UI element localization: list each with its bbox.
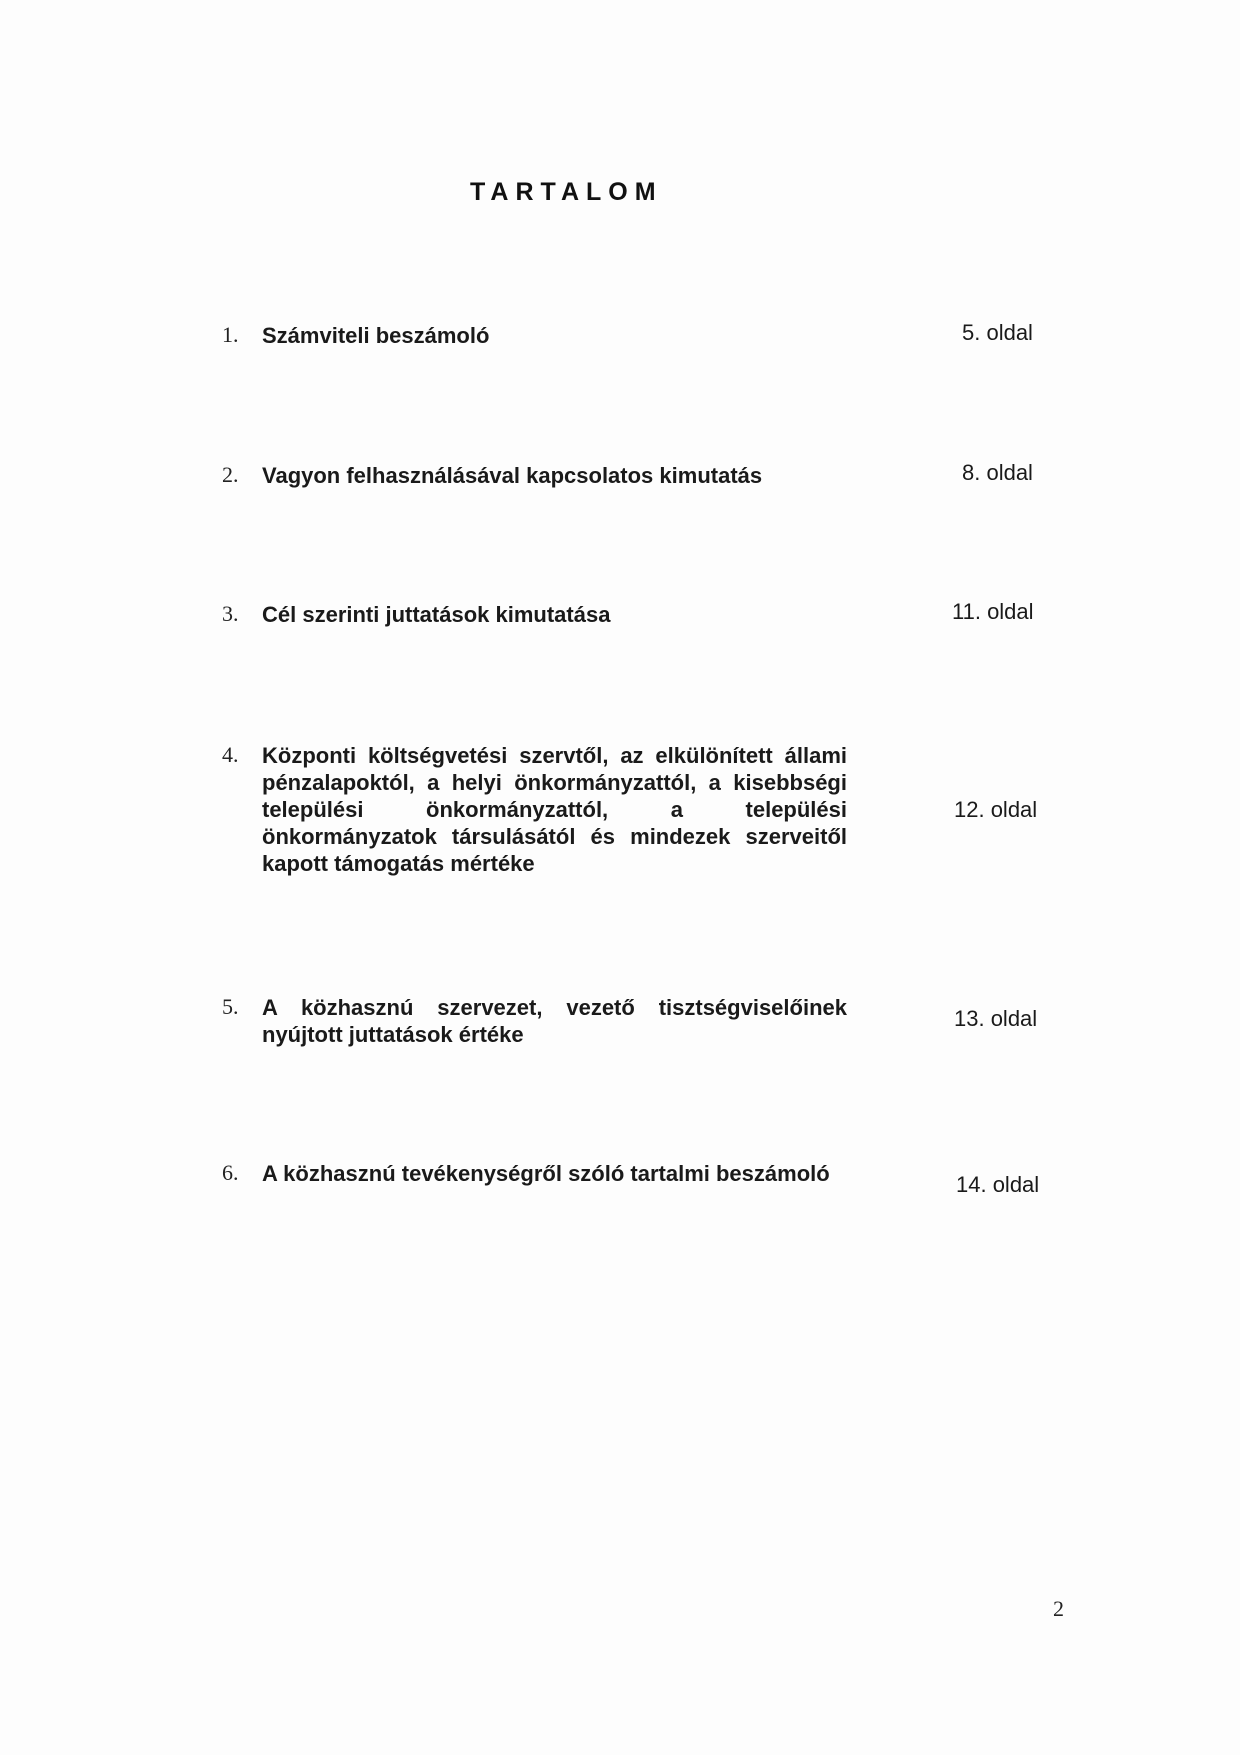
toc-entry-page: 14. oldal <box>956 1172 1040 1197</box>
toc-entry-title: A közhasznú szervezet, vezető tisztségviselőinek nyújtott juttatások értéke <box>262 995 847 1047</box>
toc-entry-number: 4. <box>222 742 239 767</box>
toc-entry-page: 12. oldal <box>954 797 1038 822</box>
toc-entry-page: 8. oldal <box>962 460 1033 485</box>
page-number: 2 <box>1053 1596 1064 1621</box>
toc-entry-number: 1. <box>222 322 239 347</box>
toc-entry-title: Vagyon felhasználásával kapcsolatos kimutatás <box>262 463 763 488</box>
toc-entry-number: 6. <box>222 1160 239 1185</box>
document-title: TARTALOM <box>470 178 663 206</box>
toc-entry-title: Számviteli beszámoló <box>262 323 490 348</box>
toc-entry-number: 3. <box>222 601 239 626</box>
toc-entry-page: 13. oldal <box>954 1006 1038 1031</box>
toc-entry-page: 11. oldal <box>952 599 1034 624</box>
toc-entry-page: 5. oldal <box>962 320 1033 345</box>
toc-entry-number: 5. <box>222 994 239 1019</box>
toc-entry-title: Központi költségvetési szervtől, az elkülönített állami pénzalapoktól, a helyi önkormányzattól, a kisebbségi települési önkormányzattól, a települési önkormányzatok társulásától és mindezek szerveitől kapott támogatás mértéke <box>262 743 847 876</box>
toc-entry-number: 2. <box>222 462 239 487</box>
toc-entry-title: Cél szerinti juttatások kimutatása <box>262 602 611 627</box>
toc-entry-title: A közhasznú tevékenységről szóló tartalmi beszámoló <box>262 1161 830 1186</box>
